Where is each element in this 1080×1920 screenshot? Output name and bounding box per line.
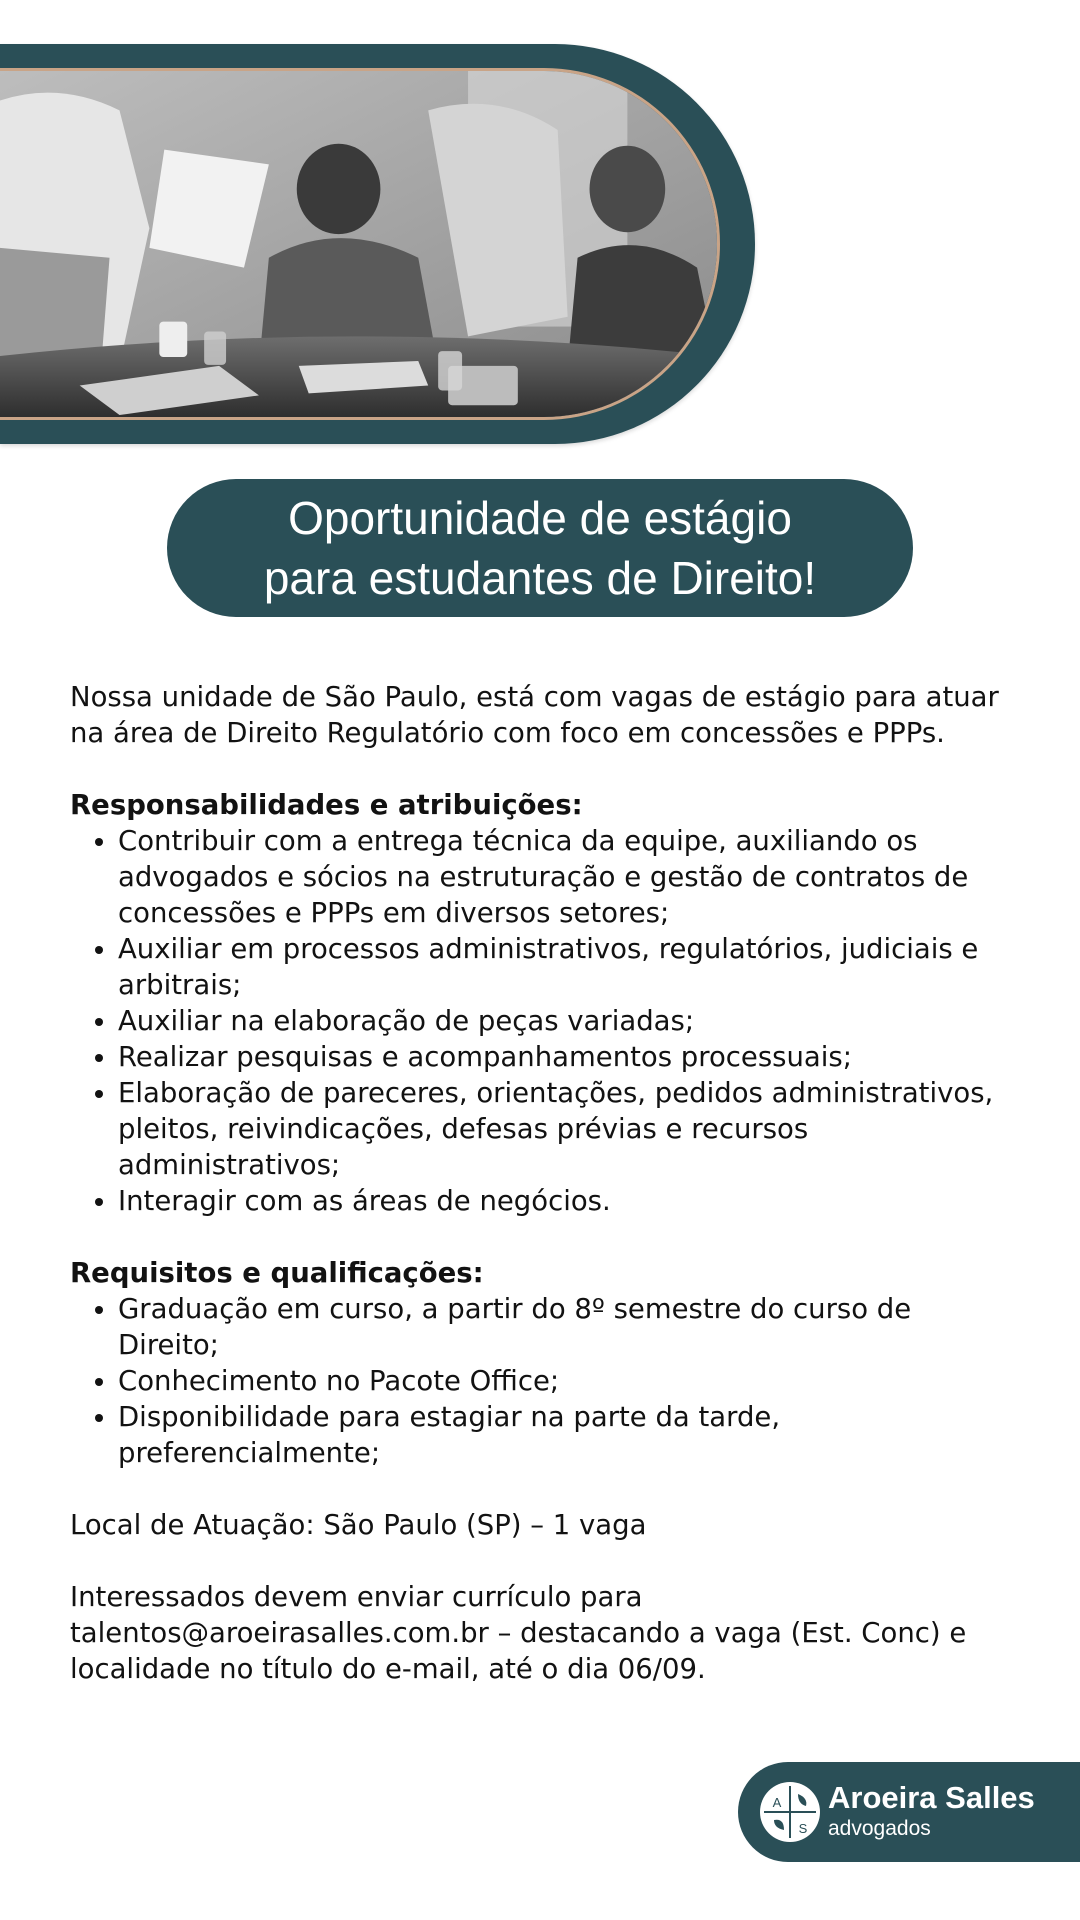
spacer xyxy=(70,1471,1020,1507)
title-line-1: Oportunidade de estágio xyxy=(288,492,792,544)
hero-photo-office-meeting xyxy=(0,68,720,420)
responsibility-item: • Interagir com as áreas de negócios. xyxy=(118,1183,1020,1219)
spacer xyxy=(70,751,1020,787)
spacer xyxy=(70,1543,1020,1579)
requirements-heading: Requisitos e qualificações: xyxy=(70,1257,484,1289)
aroeira-salles-logo-icon xyxy=(758,1780,822,1844)
logo-letter-s: S xyxy=(798,1821,808,1836)
hero-photo-illustration xyxy=(0,71,717,417)
title-line-2: para estudantes de Direito! xyxy=(263,552,817,604)
requirement-item: • Graduação em curso, a partir do 8º semestre do curso de Direito; xyxy=(118,1291,1020,1363)
location-text: Local de Atuação: São Paulo (SP) – 1 vaga xyxy=(70,1509,647,1541)
requirements-list xyxy=(70,1291,1020,1471)
requirement-item: • Disponibilidade para estagiar na parte da tarde, preferencialmente; xyxy=(118,1399,1020,1471)
company-logo-badge xyxy=(738,1762,1080,1862)
company-name: Aroeira Salles xyxy=(828,1780,1035,1815)
responsibilities-heading: Responsabilidades e atribuições: xyxy=(70,789,583,821)
responsibility-item: • Contribuir com a entrega técnica da equipe, auxiliando os advogados e sócios na estruturação e gestão de contratos de concessões e PPPs em diversos setores; xyxy=(118,823,1020,931)
requirement-item: • Conhecimento no Pacote Office; xyxy=(118,1363,1020,1399)
responsibility-item: • Auxiliar na elaboração de peças variadas; xyxy=(118,1003,1020,1039)
job-description xyxy=(70,679,1020,1687)
spacer xyxy=(70,1219,1020,1255)
intro-paragraph: Nossa unidade de São Paulo, está com vagas de estágio para atuar na área de Direito Regulatório com foco em concessões e PPPs. xyxy=(70,681,999,749)
responsibility-item: • Auxiliar em processos administrativos, regulatórios, judiciais e arbitrais; xyxy=(118,931,1020,1003)
responsibility-item: • Elaboração de pareceres, orientações, pedidos administrativos, pleitos, reivindicações, defesas prévias e recursos administrativos; xyxy=(118,1075,1020,1183)
logo-letter-a: A xyxy=(772,1795,782,1810)
company-subtitle: advogados xyxy=(828,1817,931,1840)
responsibilities-list xyxy=(70,823,1020,1219)
contact-text: Interessados devem enviar currículo para talentos@aroeirasalles.com.br – destacando a vaga (Est. Conc) e localidade no título do e-mail, até o dia 06/09. xyxy=(70,1581,967,1685)
responsibility-item: • Realizar pesquisas e acompanhamentos processuais; xyxy=(118,1039,1020,1075)
title-banner xyxy=(167,479,913,617)
hero-banner xyxy=(0,44,755,444)
